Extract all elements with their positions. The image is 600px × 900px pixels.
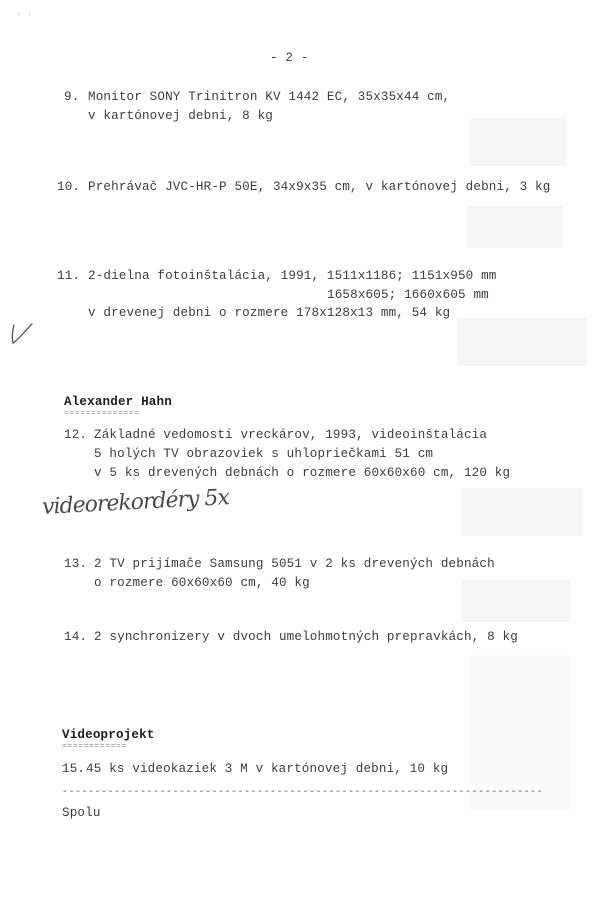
- item-text-line: 2-dielna fotoinštalácia, 1991, 1511x1186; 1151x950 mm: [88, 269, 497, 283]
- total-separator: --------------------------------------------------------------------------: [62, 787, 544, 798]
- item-number: 12.: [64, 428, 88, 442]
- item-number: 13.: [64, 557, 88, 571]
- item-text-line: 1658x605; 1660x605 mm: [327, 288, 489, 302]
- handwritten-note: videorekordéry 5x: [41, 485, 230, 520]
- item-text-line: Monitor SONY Trinitron KV 1442 EC, 35x35x44 cm,: [88, 90, 451, 104]
- item-number: 14.: [64, 630, 88, 644]
- redacted-value-9: [470, 118, 566, 166]
- item-text-line: v kartónovej debni, 8 kg: [88, 109, 273, 123]
- item-number: 11.: [57, 269, 81, 283]
- handwritten-check-icon: [8, 320, 38, 350]
- item-number: 15.: [62, 762, 86, 776]
- section-underline: ==============: [64, 409, 140, 418]
- item-text-line: Prehrávač JVC-HR-P 50E, 34x9x35 cm, v kartónovej debni, 3 kg: [88, 180, 551, 194]
- section-heading: Alexander Hahn: [64, 395, 172, 409]
- page-number: - 2 -: [270, 51, 309, 65]
- item-text-line: 2 synchronizery v dvoch umelohmotných prepravkách, 8 kg: [94, 630, 518, 644]
- redacted-value-11: [457, 318, 587, 366]
- item-text-line: v 5 ks drevených debnách o rozmere 60x60x60 cm, 120 kg: [94, 466, 511, 480]
- section-underline: ============: [62, 742, 127, 751]
- total-label: Spolu: [62, 806, 101, 820]
- corner-marks: . .: [16, 8, 33, 18]
- redacted-value-13: [462, 580, 570, 622]
- redacted-value-10: [467, 206, 563, 248]
- item-text-line: v drevenej debni o rozmere 178x128x13 mm, 54 kg: [88, 306, 451, 320]
- item-number: 9.: [64, 90, 80, 104]
- item-text-line: 2 TV prijímače Samsung 5051 v 2 ks drevených debnách: [94, 557, 495, 571]
- item-text-line: 45 ks videokaziek 3 M v kartónovej debni, 10 kg: [86, 762, 449, 776]
- item-text-line: o rozmere 60x60x60 cm, 40 kg: [94, 576, 310, 590]
- section-heading: Videoprojekt: [62, 728, 155, 742]
- redacted-value-12: [462, 488, 582, 536]
- item-text-line: Základné vedomosti vreckárov, 1993, videoinštalácia: [94, 428, 488, 442]
- item-text-line: 5 holých TV obrazoviek s uhlopriečkami 51 cm: [94, 447, 434, 461]
- item-number: 10.: [57, 180, 81, 194]
